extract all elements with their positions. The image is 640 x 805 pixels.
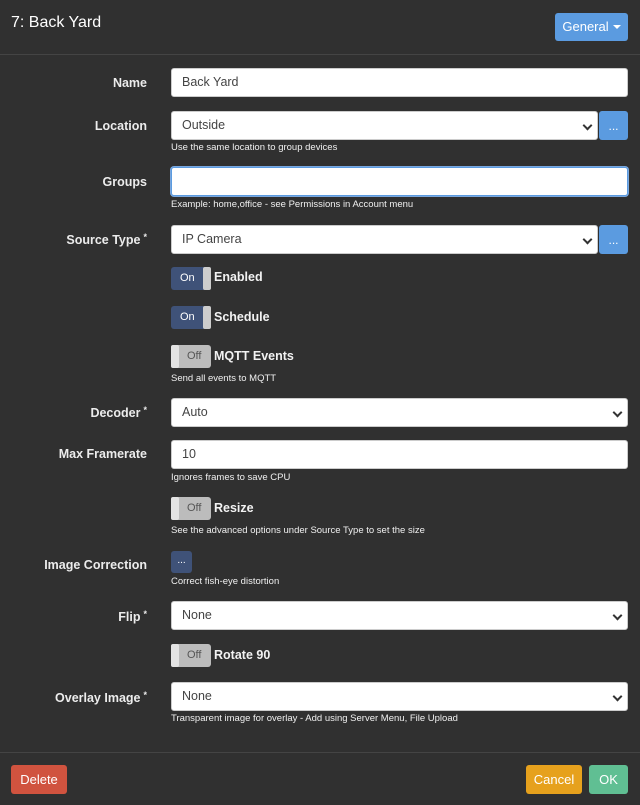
schedule-label: Schedule <box>214 310 270 324</box>
rotate-toggle-state: Off <box>187 649 202 661</box>
required-marker: * <box>143 609 147 619</box>
source-type-more-button[interactable]: ... <box>599 225 628 254</box>
groups-label: Groups <box>102 175 147 189</box>
required-marker: * <box>143 690 147 700</box>
resize-toggle[interactable] <box>171 497 211 520</box>
chevron-down-icon <box>613 692 623 702</box>
enabled-toggle-state: On <box>180 272 195 284</box>
location-select[interactable] <box>171 111 598 140</box>
flip-label-text: Flip <box>118 610 141 624</box>
image-correction-button[interactable]: ... <box>171 551 192 573</box>
max-framerate-input[interactable]: 10 <box>171 440 628 469</box>
schedule-toggle-state: On <box>180 311 195 323</box>
enabled-toggle[interactable] <box>171 267 211 290</box>
decoder-select[interactable] <box>171 398 628 427</box>
resize-toggle-state: Off <box>187 502 202 514</box>
toggle-knob <box>171 345 179 368</box>
flip-label <box>0 609 147 624</box>
mqtt-events-label: MQTT Events <box>214 349 294 363</box>
caret-down-icon <box>613 25 621 29</box>
flip-select[interactable] <box>171 601 628 630</box>
source-type-value: IP Camera <box>182 232 242 246</box>
rotate-90-toggle[interactable] <box>171 644 211 667</box>
chevron-down-icon <box>583 235 593 245</box>
name-input[interactable]: Back Yard <box>171 68 628 97</box>
general-dropdown-button[interactable] <box>555 13 628 41</box>
toggle-knob <box>203 306 211 329</box>
source-type-label-text: Source Type <box>66 233 141 247</box>
resize-label: Resize <box>214 501 254 515</box>
schedule-toggle[interactable] <box>171 306 211 329</box>
dialog-title: 7: Back Yard <box>11 14 102 31</box>
required-marker: * <box>143 232 147 242</box>
toggle-knob <box>171 497 179 520</box>
location-value: Outside <box>182 118 226 132</box>
delete-button[interactable]: Delete <box>11 765 67 794</box>
flip-value: None <box>182 608 212 622</box>
chevron-down-icon <box>583 121 593 131</box>
cancel-button[interactable]: Cancel <box>526 765 582 794</box>
max-framerate-label: Max Framerate <box>58 447 147 461</box>
mqtt-help: Send all events to MQTT <box>171 373 277 384</box>
overlay-image-help: Transparent image for overlay - Add using Server Menu, File Upload <box>171 713 458 724</box>
mqtt-toggle-state: Off <box>187 350 202 362</box>
toggle-knob <box>171 644 179 667</box>
image-correction-help: Correct fish-eye distortion <box>171 576 280 587</box>
enabled-label: Enabled <box>214 270 263 284</box>
name-label: Name <box>112 76 147 90</box>
ok-button[interactable]: OK <box>589 765 628 794</box>
location-more-button[interactable]: ... <box>599 111 628 140</box>
chevron-down-icon <box>613 408 623 418</box>
overlay-image-label <box>0 690 147 705</box>
overlay-image-label-text: Overlay Image <box>55 691 141 705</box>
overlay-image-value: None <box>182 689 212 703</box>
location-help: Use the same location to group devices <box>171 142 338 153</box>
mqtt-events-toggle[interactable] <box>171 345 211 368</box>
dialog-header <box>0 0 640 55</box>
required-marker: * <box>143 405 147 415</box>
source-type-select[interactable] <box>171 225 598 254</box>
groups-input[interactable] <box>171 167 628 196</box>
decoder-value: Auto <box>182 405 208 419</box>
overlay-image-select[interactable] <box>171 682 628 711</box>
source-type-label <box>0 232 147 247</box>
rotate-90-label: Rotate 90 <box>214 648 271 662</box>
max-framerate-help: Ignores frames to save CPU <box>171 472 291 483</box>
location-label: Location <box>94 119 147 133</box>
image-correction-label: Image Correction <box>44 558 147 572</box>
general-label: General <box>562 19 609 34</box>
decoder-label <box>0 405 147 420</box>
decoder-label-text: Decoder <box>90 406 141 420</box>
chevron-down-icon <box>613 611 623 621</box>
toggle-knob <box>203 267 211 290</box>
groups-help: Example: home,office - see Permissions in Account menu <box>171 199 414 210</box>
resize-help: See the advanced options under Source Type to set the size <box>171 525 425 536</box>
